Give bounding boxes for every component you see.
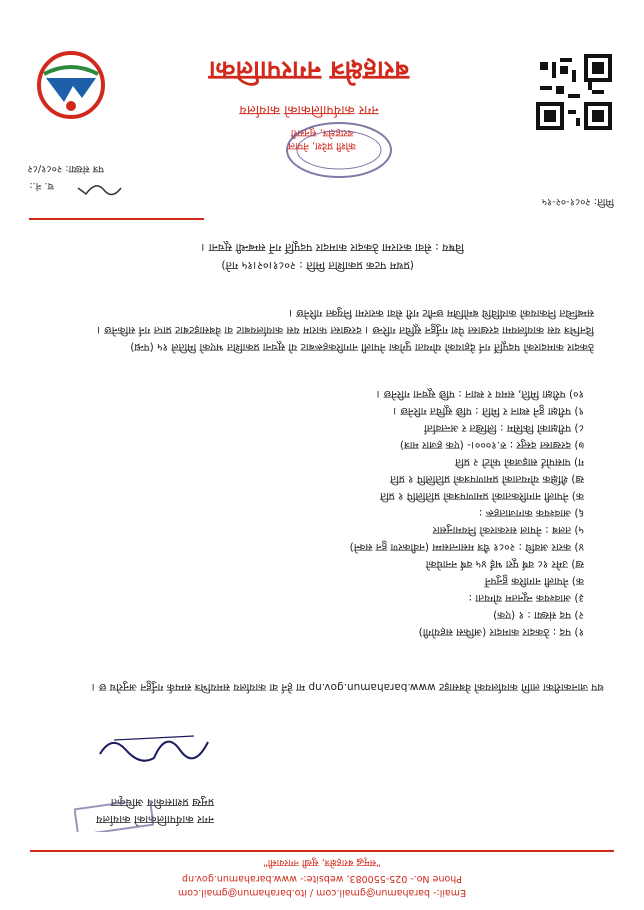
requirements-list: [64, 385, 584, 640]
official-stamp: [284, 120, 394, 180]
list-item: १०) परीक्षा मिति, समय र स्थान : पछि सूचना गरिनेछ ।: [376, 388, 584, 400]
municipality-logo: [36, 50, 106, 120]
body-intro: [34, 304, 594, 355]
list-item: १) पद : ठेकदार कामदार (अफिस सहयोगी): [418, 626, 584, 638]
list-item: २) पद संख्या : १ (एक): [493, 609, 584, 621]
signature-mark: [74, 182, 124, 202]
list-item: क) नेपाली नागरिकताको प्रमाणपत्रको प्रतिलिपि १ प्रति: [379, 490, 584, 502]
province-line: कोशी प्रदेश, नेपाल: [288, 140, 356, 151]
list-item: ३) आवश्यक न्यूनतम योग्यता :: [468, 592, 584, 604]
dispatch-number: च. नं.:: [29, 180, 54, 191]
footer-email: Email:- barahamun@gmail.com / ito.barahamun@gmail.com: [177, 887, 467, 898]
footer-motto: "समृद्ध बराहक्षेत्र, सुखी नगरवासी": [263, 857, 381, 868]
footer-divider: [30, 850, 614, 852]
list-item: ७) दरखास्त दस्तुर : रु.१०००।- (एक हजार मात्र): [399, 439, 584, 451]
body-closing: [34, 678, 604, 695]
list-item: ग) पासपोर्ट साइजको फोटो २ प्रति: [455, 456, 584, 468]
date-divider: [29, 218, 204, 220]
letter-number: पत्र संख्या: २०८१/८२: [27, 163, 104, 174]
place-line: बराहक्षेत्र, सुनसरी: [290, 127, 354, 138]
list-item: क) नेपाली नागरिक हुनुपर्ने: [484, 575, 584, 587]
body-intro-line: दिनभित्र यस कार्यालयमा दरखास्त पेश गर्नुहुन सूचित गरिन्छ । दरखास्त फाराम यस कार्यालयबाट वा वेबसाइटबाट प्राप्त गर्न सकिनेछ ।: [96, 324, 594, 336]
body-intro-line: सम्बन्धित निकायको कार्यविधि बमोजिम छनौट गरी सेवा करारमा नियुक्त गरिनेछ ।: [288, 307, 594, 319]
signatory-title: प्रमुख प्रशासकीय अधिकृत: [110, 796, 214, 809]
subject-subline: (प्रथम पटक प्रकाशित मिति : २०८१।०२।१५ गते): [221, 259, 414, 272]
qr-code-image: [536, 54, 612, 130]
body-intro-line: ठेकदार कामदारको पदपूर्ति गर्न देहायको योग्यता पुगेका नेपाली नागरिकहरूबाट यो सूचना प्रकाशित भएको मितिले १५ (पन्ध्र): [130, 341, 594, 353]
list-item: ४) करार अवधि : २०८१ चैत्र मसान्तसम्म (नवीकरण हुन सक्ने): [349, 541, 584, 553]
footer-phone: Phone No.- 025-550083, website:- www.barahamun.gov.np: [182, 873, 462, 884]
list-item: ६) आवश्यक कागजातहरू :: [478, 507, 584, 519]
list-item: ९) परीक्षा हुने स्थान र मिति : पछि सूचित गरिनेछ ।: [393, 405, 584, 417]
official-stamp: [74, 802, 154, 832]
office-name: नगर कार्यपालिकाको कार्यालय: [239, 102, 379, 117]
list-item: ८) परीक्षाको किसिम : लिखित र अन्तर्वार्ता: [424, 422, 584, 434]
list-item: ख) उमेर १८ वर्ष पूरा भई ४५ वर्ष ननाघेको: [425, 558, 584, 570]
list-item: ख) शैक्षिक योग्यताको प्रमाणपत्रको प्रतिलिपि १ प्रति: [390, 473, 584, 485]
signature-image: [94, 725, 214, 780]
signatory-office: नगर कार्यपालिकाको कार्यालय: [96, 813, 214, 826]
organization-name: बराहक्षेत्र नगरपालिका: [208, 55, 410, 85]
list-item: ५) तलब : नेपाल सरकारको नियमानुसार: [432, 524, 584, 536]
subject-line: विषय : सेवा करारमा ठेकदार कामदार पदपूर्ति गर्ने सम्बन्धी सूचना ।: [201, 241, 464, 254]
issue-date: मिति: २०८१-०२-१५: [541, 196, 614, 207]
body-closing-line: थप जानकारीका लागि कार्यालयको वेबसाइट www.barahamun.gov.np मा हेर्न वा कार्यालय समयभित्र सम्पर्क गर्नुहुन अनुरोध छ ।: [91, 681, 604, 693]
